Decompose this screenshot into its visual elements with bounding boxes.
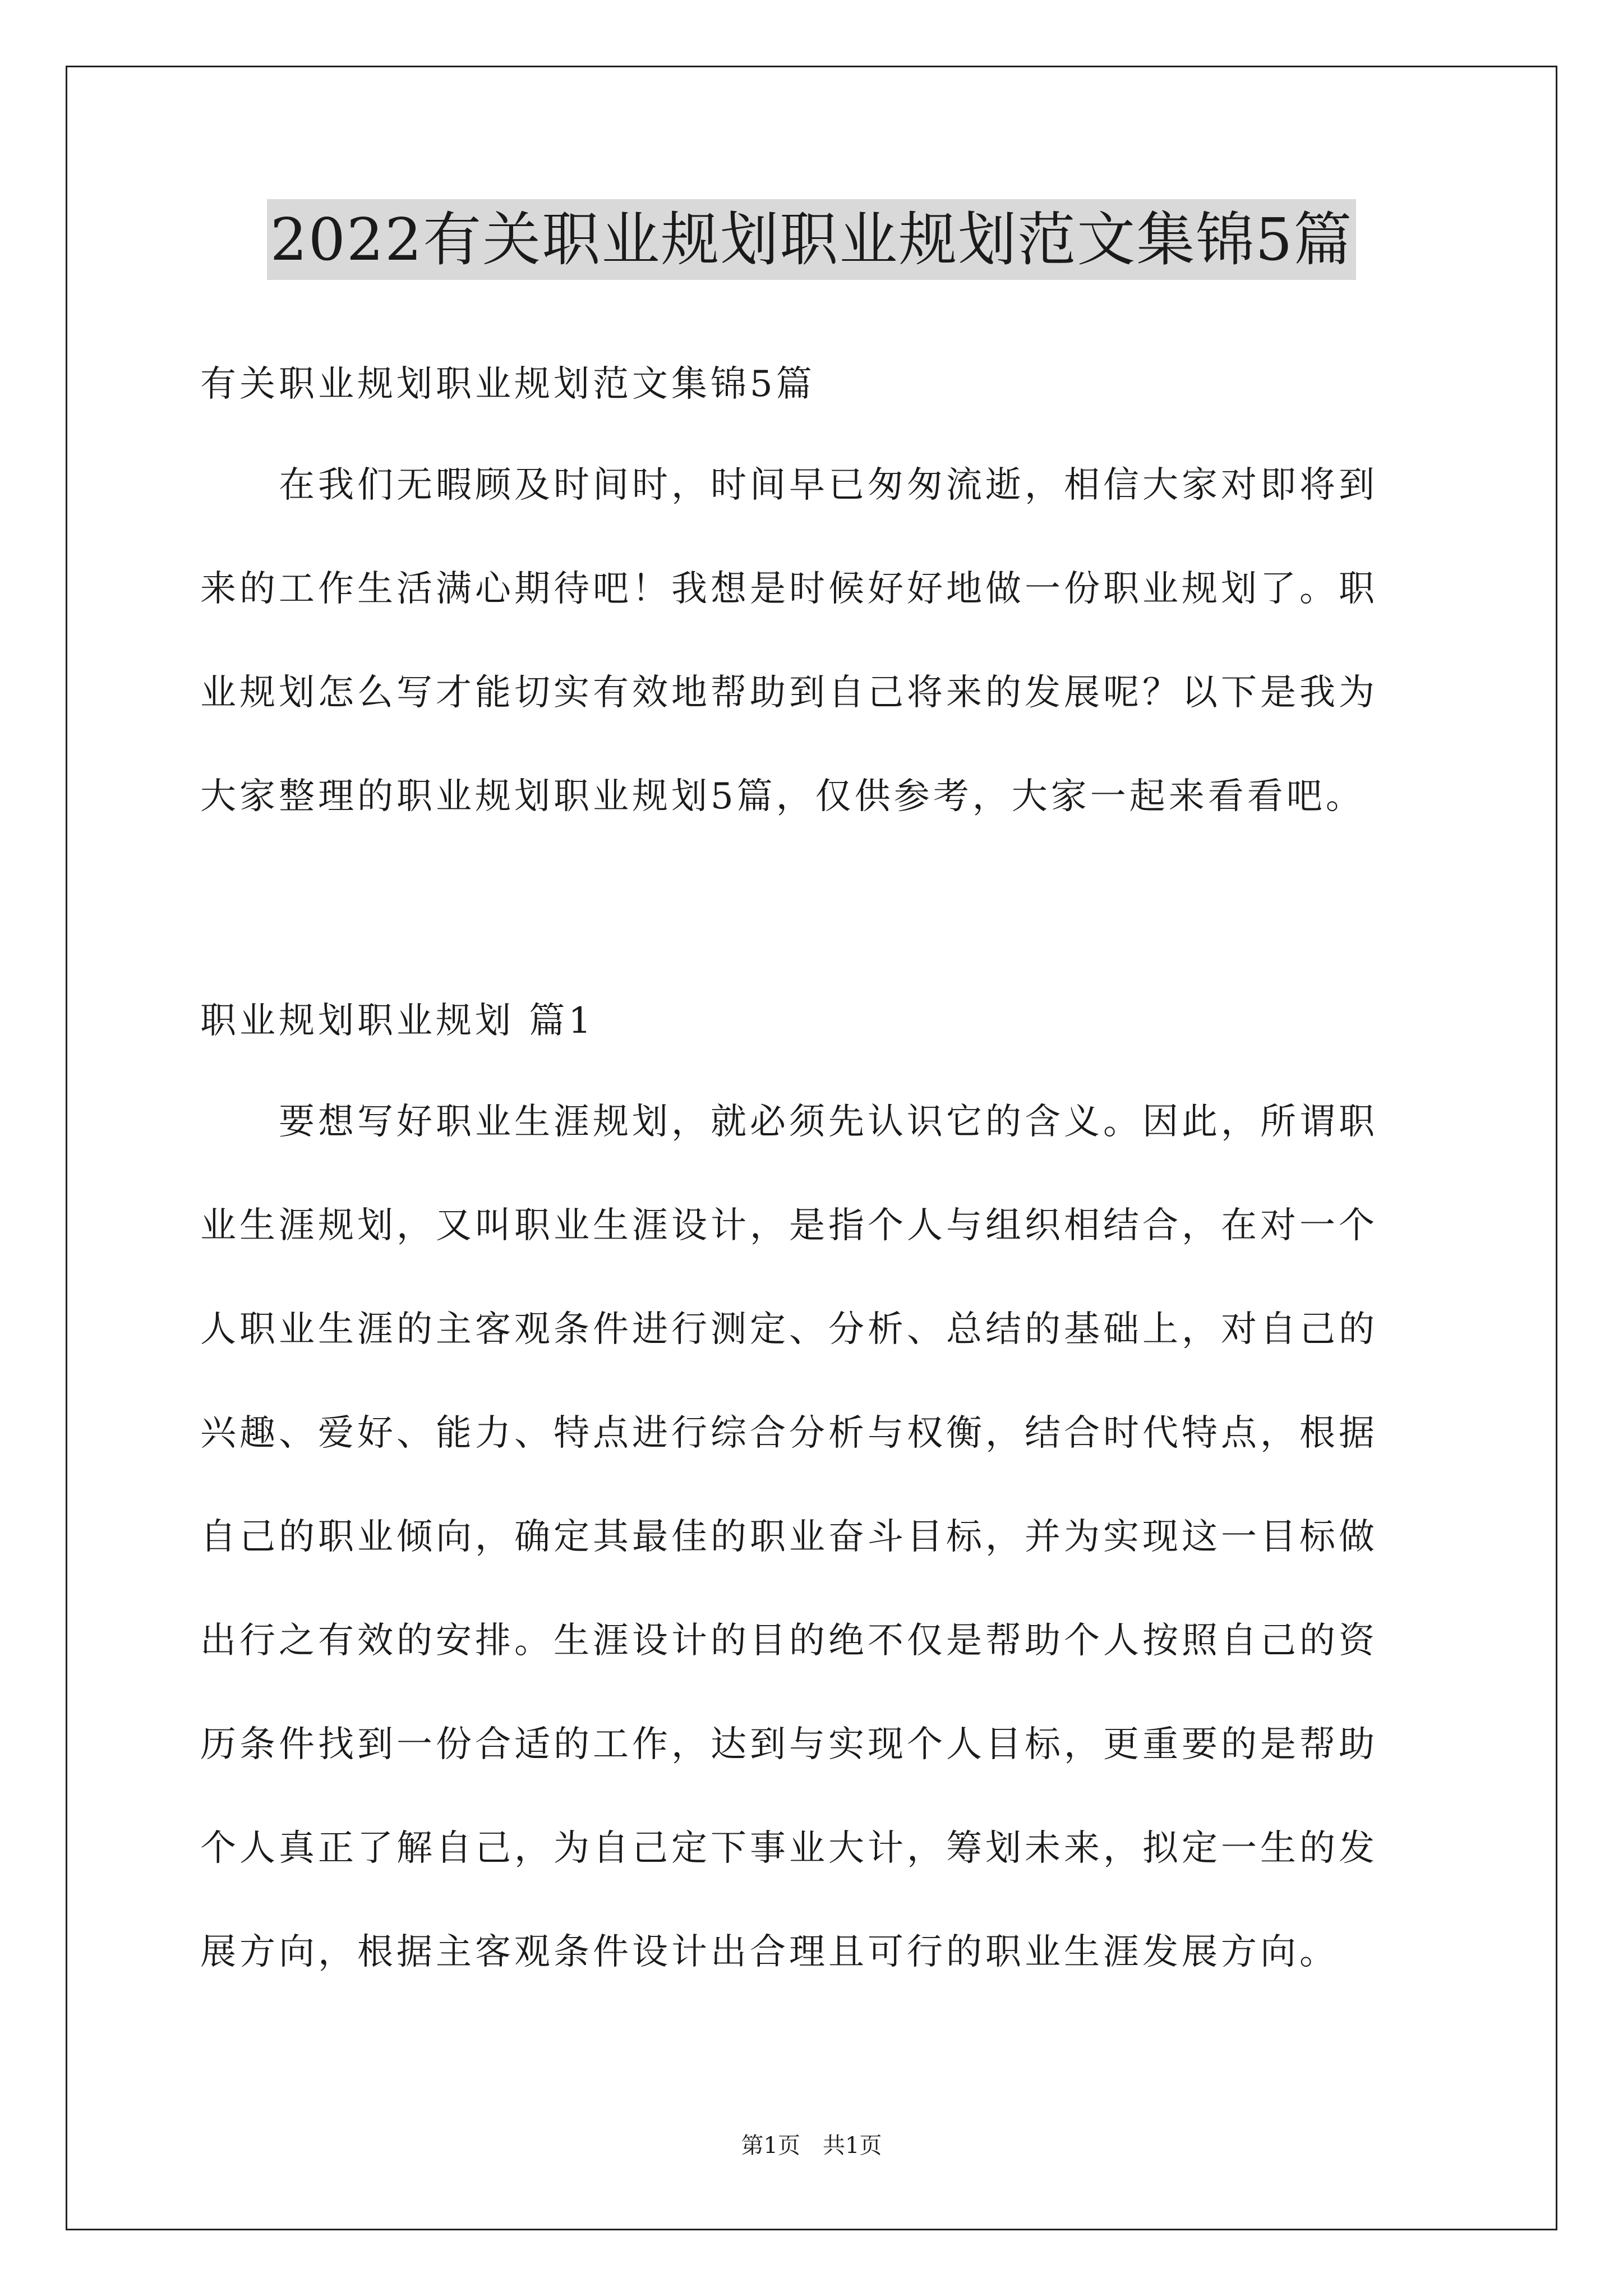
section-line: 业生涯规划，又叫职业生涯设计，是指个人与组织相结合，在对一个 [200,1205,1378,1246]
page-footer: 第1页 共1页 [741,2133,882,2159]
intro-line: 在我们无暇顾及时间时，时间早已匆匆流逝，相信大家对即将到 [279,464,1378,506]
document-subtitle: 有关职业规划职业规划范文集锦5篇 [200,364,815,405]
intro-line: 来的工作生活满心期待吧！我想是时候好好地做一份职业规划了。职 [200,568,1378,610]
intro-line: 大家整理的职业规划职业规划5篇，仅供参考，大家一起来看看吧。 [200,776,1365,817]
section-heading: 职业规划职业规划 篇1 [200,1000,595,1042]
title-container [0,199,1623,280]
intro-line: 业规划怎么写才能切实有效地帮助到自己将来的发展呢？以下是我为 [200,672,1378,714]
section-line: 出行之有效的安排。生涯设计的目的绝不仅是帮助个人按照自己的资 [200,1620,1378,1662]
document-title: 2022有关职业规划职业规划范文集锦5篇 [267,199,1357,280]
section-line: 人职业生涯的主客观条件进行测定、分析、总结的基础上，对自己的 [200,1309,1378,1350]
section-line: 兴趣、爱好、能力、特点进行综合分析与权衡，结合时代特点，根据 [200,1412,1378,1454]
section-line: 要想写好职业生涯规划，就必须先认识它的含义。因此，所谓职 [279,1101,1378,1143]
section-line: 展方向，根据主客观条件设计出合理且可行的职业生涯发展方向。 [200,1931,1339,1973]
section-line: 历条件找到一份合适的工作，达到与实现个人目标，更重要的是帮助 [200,1724,1378,1765]
section-line: 自己的职业倾向，确定其最佳的职业奋斗目标，并为实现这一目标做 [200,1516,1378,1558]
section-line: 个人真正了解自己，为自己定下事业大计，筹划未来，拟定一生的发 [200,1828,1378,1869]
